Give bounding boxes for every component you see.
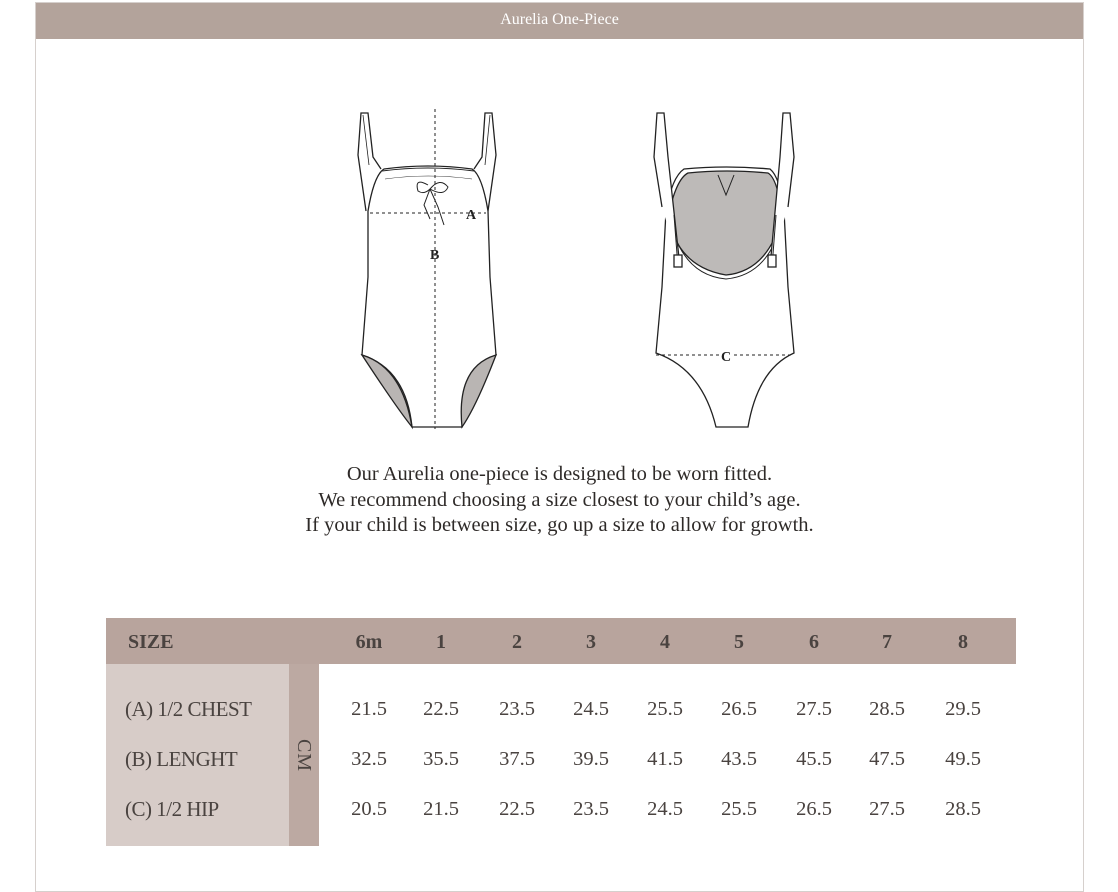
table-cell: 26.5 (721, 698, 757, 720)
table-cell: 22.5 (423, 698, 459, 720)
table-cell: 27.5 (869, 798, 905, 820)
table-cell: 37.5 (499, 748, 535, 770)
front-view-illustration (326, 107, 540, 437)
size-guide-card (35, 2, 1084, 892)
description-line-3: If your child is between size, go up a size to allow for growth. (305, 514, 814, 536)
label-b: B (430, 248, 440, 263)
back-view-illustration (618, 107, 832, 437)
row-label-chest: (A) 1/2 CHEST (125, 697, 252, 721)
unit-text: CM (293, 738, 316, 772)
size-table-header (106, 618, 1016, 664)
size-6: 6 (809, 631, 819, 653)
table-cell: 24.5 (647, 798, 683, 820)
table-cell: 49.5 (945, 748, 981, 770)
table-cell: 27.5 (796, 698, 832, 720)
label-c: C (721, 350, 732, 365)
table-cell: 47.5 (869, 748, 905, 770)
table-cell: 39.5 (573, 748, 609, 770)
description-line-2: We recommend choosing a size closest to your child’s age. (318, 488, 801, 511)
size-4: 4 (660, 631, 670, 653)
table-cell: 29.5 (945, 698, 981, 720)
table-cell: 43.5 (721, 748, 757, 770)
table-cell: 21.5 (423, 798, 459, 820)
size-8: 8 (958, 631, 968, 653)
table-cell: 24.5 (573, 698, 609, 720)
size-header-label: SIZE (128, 631, 174, 653)
fit-description (36, 462, 1083, 539)
table-cell: 28.5 (945, 798, 981, 820)
label-a: A (466, 208, 477, 223)
size-table (106, 618, 1016, 846)
table-cell: 21.5 (351, 698, 387, 720)
unit-label (289, 664, 319, 846)
size-1: 1 (436, 631, 446, 653)
table-cell: 45.5 (796, 748, 832, 770)
size-6m: 6m (355, 631, 383, 653)
size-5: 5 (734, 631, 744, 653)
table-cell: 25.5 (721, 798, 757, 820)
table-cell: 22.5 (499, 798, 535, 820)
table-cell: 23.5 (573, 798, 609, 820)
table-cell: 32.5 (351, 748, 387, 770)
table-cell: 25.5 (647, 698, 683, 720)
table-cell: 23.5 (499, 698, 535, 720)
description-line-1: Our Aurelia one-piece is designed to be worn fitted. (346, 463, 773, 485)
page-title: Aurelia One-Piece (36, 3, 1083, 39)
size-2: 2 (512, 631, 522, 653)
row-label-hip: (C) 1/2 HIP (125, 797, 219, 821)
table-cell: 28.5 (869, 698, 905, 720)
table-cell: 26.5 (796, 798, 832, 820)
table-cell: 41.5 (647, 748, 683, 770)
table-cell: 35.5 (423, 748, 459, 770)
table-cell: 20.5 (351, 798, 387, 820)
row-label-length: (B) LENGHT (125, 747, 238, 771)
size-7: 7 (882, 631, 892, 653)
size-3: 3 (586, 631, 596, 653)
